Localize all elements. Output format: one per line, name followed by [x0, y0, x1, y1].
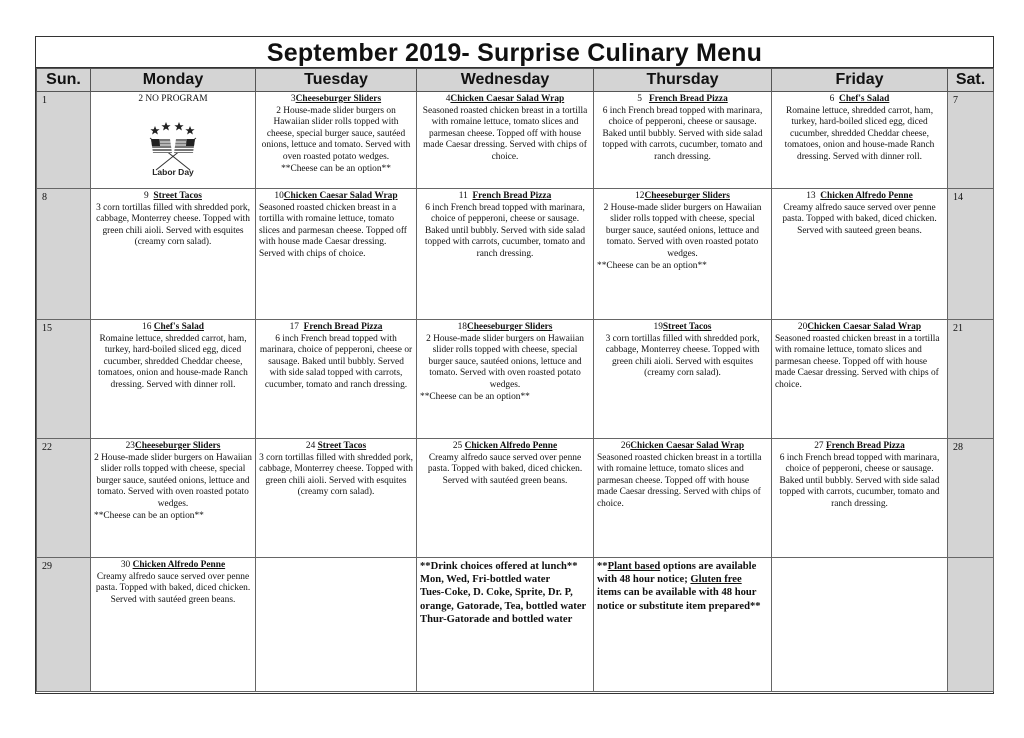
meal-name: Cheeseburger Sliders — [295, 94, 382, 104]
day-number: 26 — [620, 441, 631, 451]
week-row — [37, 189, 994, 320]
day-number: 3 — [290, 94, 296, 104]
empty-cell — [256, 558, 417, 692]
weekday-header-row — [37, 69, 994, 92]
meal-name: French Bread Pizza — [303, 322, 383, 332]
monday-cell — [91, 92, 256, 189]
meal-title — [420, 322, 590, 334]
day-number: 16 — [142, 322, 152, 332]
meal-description: 2 House-made slider burgers on Hawaiian slider rolls topped with cheese, special burger sauce, sautéed onions, lettuce and tomato. Served with oven roasted potato wedges. — [603, 202, 762, 259]
meal-title — [259, 441, 413, 453]
thursday-cell — [594, 189, 772, 320]
meal-description: 2 House-made slider burgers on Hawaiian slider rolls topped with cheese, special burger sauce, sautéed onions, lettuce and tomato. Served with oven roasted potato wedges. — [94, 452, 252, 509]
meal-name: Chicken Alfredo Penne — [820, 191, 913, 201]
meal-title — [94, 191, 252, 203]
meal-description: Creamy alfredo sauce served over penne pasta. Topped with baked, diced chicken. Served with sautéed green beans. — [95, 571, 251, 605]
calendar-table — [36, 68, 994, 692]
thursday-cell — [594, 439, 772, 558]
sunday-cell: 8 — [37, 189, 91, 320]
saturday-cell: 14 — [948, 189, 994, 320]
wednesday-cell — [417, 439, 594, 558]
meal-title — [597, 191, 768, 203]
sunday-cell: 22 — [37, 439, 91, 558]
meal-description: Romaine lettuce, shredded carrot, ham, turkey, hard-boiled sliced egg, diced cucumber, shredded Cheddar cheese, tomatoes, onion and house-made Ranch dressing. Served with dinner roll. — [98, 333, 248, 390]
day-number: 9 — [144, 191, 149, 201]
labor-day-caption: Labor Day — [152, 166, 194, 177]
week-row — [37, 320, 994, 439]
friday-cell — [772, 439, 948, 558]
meal-name: Chef's Salad — [153, 322, 204, 332]
labor-day-logo — [94, 120, 252, 178]
meal-description: Seasoned roasted chicken breast in a tortilla with romaine lettuce, tomato slices and parmesan cheese. Topped off with house made Caesar dressing. Served with chips of choice. — [597, 452, 762, 509]
page-title: September 2019- Surprise Culinary Menu — [36, 37, 993, 68]
day-number: 17 — [289, 322, 299, 332]
monday-cell — [91, 320, 256, 439]
dietary-options-note — [594, 558, 772, 692]
meal-title — [597, 94, 768, 106]
meal-description: 2 House-made slider burgers on Hawaiian slider rolls topped with cheese, special burger sauce, sautéed onions, lettuce and tomato. Served with oven roasted potato wedges. — [261, 105, 411, 162]
day-number: 2 — [138, 94, 144, 104]
meal-name: Chicken Caesar Salad Wrap — [630, 441, 745, 451]
meal-name: Street Tacos — [662, 322, 712, 332]
meal-name: French Bread Pizza — [648, 94, 728, 104]
monday-cell — [91, 558, 256, 692]
wednesday-cell — [417, 189, 594, 320]
meal-title — [420, 441, 590, 453]
meal-description: 3 corn tortillas filled with shredded pork, cabbage, Monterrey cheese. Topped with green chili aioli. Served with esquites (creamy corn salad). — [96, 202, 250, 248]
day-number: 30 — [120, 560, 131, 570]
saturday-cell — [948, 558, 994, 692]
meal-title — [597, 441, 768, 453]
meal-description: Romaine lettuce, shredded carrot, ham, turkey, hard-boiled sliced egg, diced cucumber, shredded Cheddar cheese, tomatoes, onion and house-made Ranch dressing. Served with dinner roll. — [784, 105, 935, 162]
meal-note: **Cheese can be an option** — [420, 391, 530, 402]
monday-cell — [91, 439, 256, 558]
meal-name: Chicken Alfredo Penne — [132, 560, 226, 570]
meal-name: French Bread Pizza — [825, 441, 905, 451]
day-number: 19 — [653, 322, 663, 332]
meal-title — [420, 94, 590, 106]
labor-day-flags-icon — [130, 120, 216, 178]
friday-cell — [772, 320, 948, 439]
meal-title — [775, 441, 944, 453]
tuesday-cell — [256, 439, 417, 558]
thursday-cell — [594, 92, 772, 189]
tuesday-cell — [256, 320, 417, 439]
drink-note-heading: **Drink choices offered at lunch** — [420, 561, 578, 572]
meal-title — [259, 94, 413, 106]
note-text: options are available with 48 hour notice; — [597, 561, 757, 586]
meal-name: French Bread Pizza — [472, 191, 552, 201]
meal-description: 3 corn tortillas filled with shredded pork, cabbage, Monterrey cheese. Topped with green chili aioli. Served with esquites (creamy corn salad). — [259, 452, 413, 498]
day-number: 10 — [274, 191, 284, 201]
meal-description: Creamy alfredo sauce served over penne pasta. Topped with baked, diced chicken. Served with sauteed green beans. — [782, 202, 937, 236]
day-number: 11 — [458, 191, 468, 201]
meal-title — [775, 191, 944, 203]
note-text: items can be available with 48 hour notice or substitute item prepared** — [597, 587, 761, 612]
friday-cell — [772, 189, 948, 320]
day-number: 5 — [637, 94, 642, 104]
monday-cell — [91, 189, 256, 320]
no-program-label: NO PROGRAM — [145, 94, 208, 104]
meal-name: Chicken Alfredo Penne — [464, 441, 558, 451]
wednesday-cell — [417, 320, 594, 439]
meal-name: Street Tacos — [317, 441, 367, 451]
drink-choices-note — [417, 558, 594, 692]
meal-note: **Cheese can be an option** — [597, 260, 707, 271]
sunday-cell: 29 — [37, 558, 91, 692]
sunday-cell: 15 — [37, 320, 91, 439]
drink-note-line: Thur-Gatorade and bottled water — [420, 613, 573, 625]
meal-name: Cheeseburger Sliders — [644, 191, 730, 201]
meal-title — [94, 441, 252, 453]
week-row — [37, 92, 994, 189]
header-tuesday: Tuesday — [256, 69, 417, 92]
day-number: 13 — [806, 191, 816, 201]
day-number: 20 — [797, 322, 808, 332]
day-number: 6 — [829, 94, 835, 104]
meal-description: Creamy alfredo sauce served over penne pasta. Topped with baked, diced chicken. Served with sautéed green beans. — [427, 452, 583, 486]
empty-cell — [772, 558, 948, 692]
meal-description: 6 inch French bread topped with marinara, choice of pepperoni, cheese or sausage. Baked until bubbly. Served with side salad topped with carrots, cucumber, tomato and ranch dressing. — [602, 105, 763, 162]
meal-description: Seasoned roasted chicken breast in a tortilla with romaine lettuce, tomato slices and parmesan cheese. Topped off with house made Caesar dressing. Served with chips of choice. — [259, 202, 407, 259]
week-row — [37, 558, 994, 692]
saturday-cell: 21 — [948, 320, 994, 439]
meal-title — [775, 322, 944, 334]
meal-title — [597, 322, 768, 334]
header-friday: Friday — [772, 69, 948, 92]
meal-title — [775, 94, 944, 106]
meal-name: Chicken Caesar Salad Wrap — [283, 191, 398, 201]
meal-description: 6 inch French bread topped with marinara, choice of pepperoni, cheese or sausage. Baked until bubbly. Served with side salad topped with carrots, cucumber, tomato and ranch dressing. — [779, 452, 940, 509]
meal-title — [420, 191, 590, 203]
menu-calendar — [35, 36, 994, 694]
meal-name: Chicken Caesar Salad Wrap — [807, 322, 922, 332]
wednesday-cell — [417, 92, 594, 189]
meal-name: Chef's Salad — [839, 94, 890, 104]
drink-note-line: Mon, Wed, Fri-bottled water — [420, 574, 551, 586]
meal-title — [94, 322, 252, 334]
header-monday: Monday — [91, 69, 256, 92]
day-number: 27 — [814, 441, 824, 451]
meal-description: 2 House-made slider burgers on Hawaiian slider rolls topped with cheese, special burger sauce, sautéed onions, lettuce and tomato. Served with oven roasted potato wedges. — [426, 333, 584, 390]
meal-title — [259, 322, 413, 334]
plant-based-label: Plant based — [607, 561, 661, 572]
gluten-free-label: Gluten free — [690, 574, 742, 586]
day-number: 23 — [125, 441, 135, 451]
week-row — [37, 439, 994, 558]
friday-cell — [772, 92, 948, 189]
meal-description: 6 inch French bread topped with marinara, choice of pepperoni, cheese or sausage. Baked until bubbly. Served with side salad topped with carrots, cucumber, tomato and ranch dressing. — [424, 202, 586, 259]
header-wednesday: Wednesday — [417, 69, 594, 92]
drink-note-line: Tues-Coke, D. Coke, Sprite, Dr. P, orange, Gatorade, Tea, bottled water — [420, 587, 587, 612]
sunday-cell: 1 — [37, 92, 91, 189]
header-thursday: Thursday — [594, 69, 772, 92]
tuesday-cell — [256, 189, 417, 320]
meal-name: Cheeseburger Sliders — [466, 322, 553, 332]
meal-name: Cheeseburger Sliders — [134, 441, 221, 451]
note-prefix: ** — [597, 561, 608, 572]
header-sunday: Sun. — [37, 69, 91, 92]
meal-note: **Cheese can be an option** — [281, 163, 391, 174]
meal-name: Street Tacos — [153, 191, 202, 201]
meal-name: Chicken Caesar Salad Wrap — [450, 94, 565, 104]
header-saturday: Sat. — [948, 69, 994, 92]
meal-description: Seasoned roasted chicken breast in a tortilla with romaine lettuce, tomato slices and parmesan cheese. Topped off with house made Caesar dressing. Served with chips of choice. — [422, 105, 588, 162]
meal-title — [94, 560, 252, 572]
meal-description: Seasoned roasted chicken breast in a tortilla with romaine lettuce, tomato slices and parmesan cheese. Topped off with house made Caesar dressing. Served with chips of choice. — [775, 333, 940, 390]
tuesday-cell — [256, 92, 417, 189]
meal-description: 3 corn tortillas filled with shredded pork, cabbage, Monterrey cheese. Topped with green chili aioli. Served with esquites (creamy corn salad). — [605, 333, 760, 379]
saturday-cell: 28 — [948, 439, 994, 558]
day-number: 25 — [452, 441, 463, 451]
day-number: 18 — [457, 322, 467, 332]
day-number: 24 — [305, 441, 316, 451]
meal-title — [259, 191, 413, 203]
saturday-cell: 7 — [948, 92, 994, 189]
meal-description: 6 inch French bread topped with marinara, choice of pepperoni, cheese or sausage. Baked until bubbly. Served with side salad topped with carrots, cucumber, tomato and ranch dressing. — [259, 333, 413, 390]
meal-note: **Cheese can be an option** — [94, 510, 204, 521]
thursday-cell — [594, 320, 772, 439]
day-number: 12 — [635, 191, 645, 201]
day-number: 4 — [445, 94, 451, 104]
